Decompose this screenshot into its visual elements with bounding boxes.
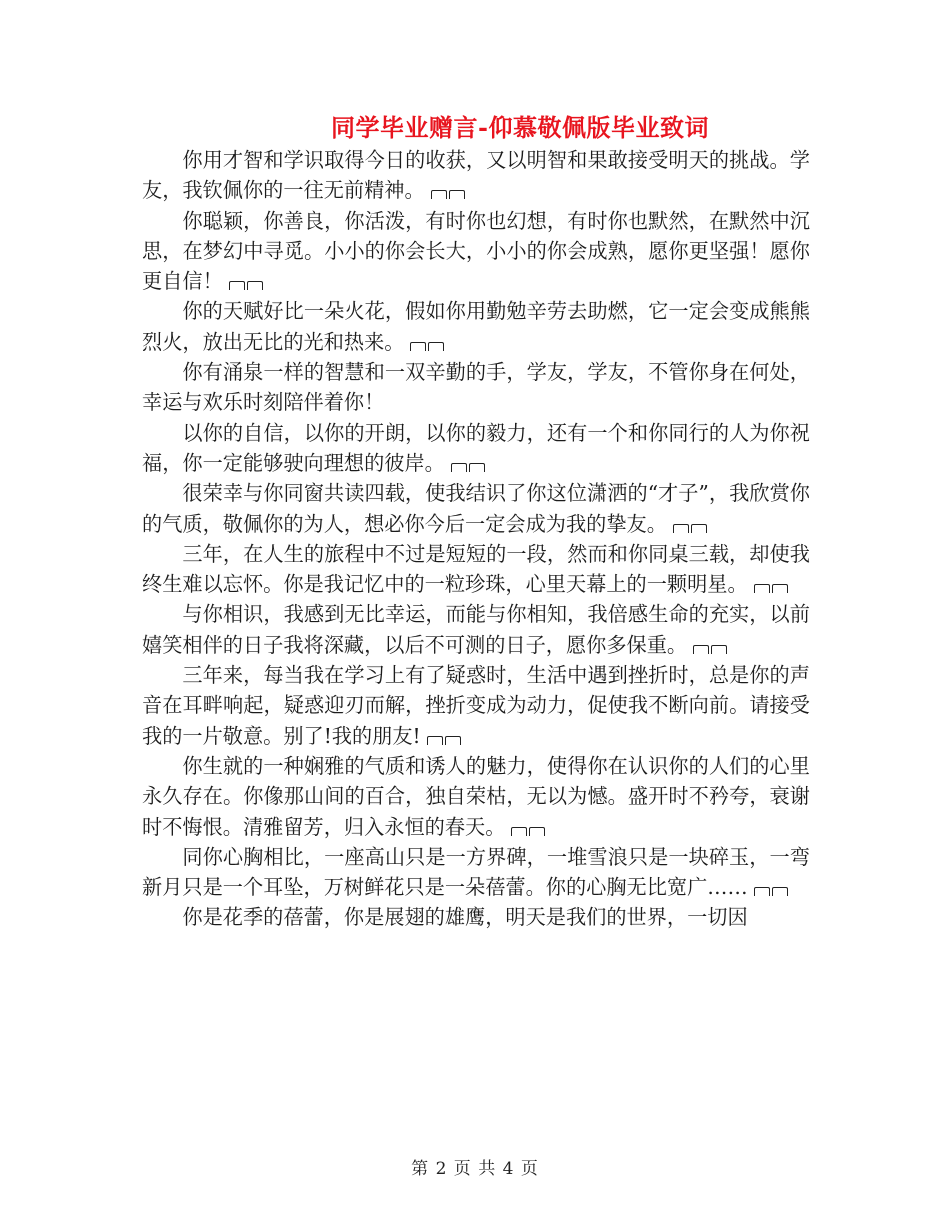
paragraph	[142, 478, 810, 539]
paragraph	[142, 599, 810, 660]
end-mark-icon	[673, 519, 707, 533]
document-body	[142, 145, 810, 933]
paragraph	[142, 206, 810, 297]
end-mark-icon	[431, 185, 465, 199]
paragraph-text: 你生就的一种娴雅的气质和诱人的魅力，使得你在认识你的人们的心里永久存在。你像那山间的百合，独自荣枯，无以为憾。盛开时不矜夸，衰谢时不悔恨。清雅留芳，归入永恒的春天。	[142, 753, 810, 839]
paragraph-text: 三年，在人生的旅程中不过是短短的一段，然而和你同桌三载，却使我终生难以忘怀。你是我记忆中的一粒珍珠，心里天幕上的一颗明星。	[142, 541, 810, 597]
paragraph-text: 你聪颖，你善良，你活泼，有时你也幻想，有时你也默然，在默然中沉思，在梦幻中寻觅。小小的你会长大，小小的你会成熟，愿你更坚强！愿你更自信！	[142, 208, 810, 294]
paragraph	[142, 842, 810, 903]
paragraph-text: 以你的自信，以你的开朗，以你的毅力，还有一个和你同行的人为你祝福，你一定能够驶向理想的彼岸。	[142, 420, 810, 475]
paragraph-text: 三年来，每当我在学习上有了疑惑时，生活中遇到挫折时，总是你的声音在耳畔响起，疑惑迎刃而解，挫折变成为动力，促使我不断向前。请接受我的一片敬意。别了!我的朋友!	[142, 663, 810, 748]
paragraph-text: 你的天赋好比一朵火花，假如你用勤勉辛劳去助燃，它一定会变成熊熊烈火，放出无比的光和热来。	[142, 299, 810, 354]
end-mark-icon	[693, 640, 727, 654]
end-mark-icon	[229, 276, 263, 290]
paragraph-text: 与你相识，我感到无比幸运，而能与你相知，我倍感生命的充实，以前嬉笑相伴的日子我将深藏，以后不可测的日子，愿你多保重。	[142, 602, 810, 657]
paragraph	[142, 418, 810, 479]
paragraph	[142, 660, 810, 751]
paragraph-text: 你有涌泉一样的智慧和一双辛勤的手，学友，学友，不管你身在何处，幸运与欢乐时刻陪伴着你！	[142, 360, 810, 415]
paragraph	[142, 357, 810, 418]
page-footer: 第 2 页 共 4 页	[411, 1159, 539, 1179]
paragraph-text: 你是花季的蓓蕾，你是展翅的雄鹰，明天是我们的世界，一切因	[182, 905, 748, 930]
end-mark-icon	[427, 731, 461, 745]
end-mark-icon	[511, 822, 545, 836]
paragraph-text: 你用才智和学识取得今日的收获，又以明智和果敢接受明天的挑战。学友，我钦佩你的一往无前精神。	[142, 148, 810, 203]
paragraph-text: 同你心胸相比，一座高山只是一方界碑，一堆雪浪只是一块碎玉，一弯新月只是一个耳坠，万树鲜花只是一朵蓓蕾。你的心胸无比宽广……	[142, 844, 810, 900]
paragraph	[142, 902, 810, 932]
end-mark-icon	[754, 579, 788, 593]
paragraph	[142, 296, 810, 357]
paragraph	[142, 539, 810, 600]
paragraph	[142, 145, 810, 206]
end-mark-icon	[451, 458, 485, 472]
end-mark-icon	[754, 882, 788, 896]
document-title: 同学毕业赠言-仰慕敬佩版毕业致词	[331, 113, 709, 142]
end-mark-icon	[410, 337, 444, 351]
paragraph-text: 很荣幸与你同窗共读四载，使我结识了你这位潇洒的“才子”，我欣赏你的气质，敬佩你的为人，想必你今后一定会成为我的挚友。	[142, 481, 810, 536]
paragraph	[142, 751, 810, 842]
